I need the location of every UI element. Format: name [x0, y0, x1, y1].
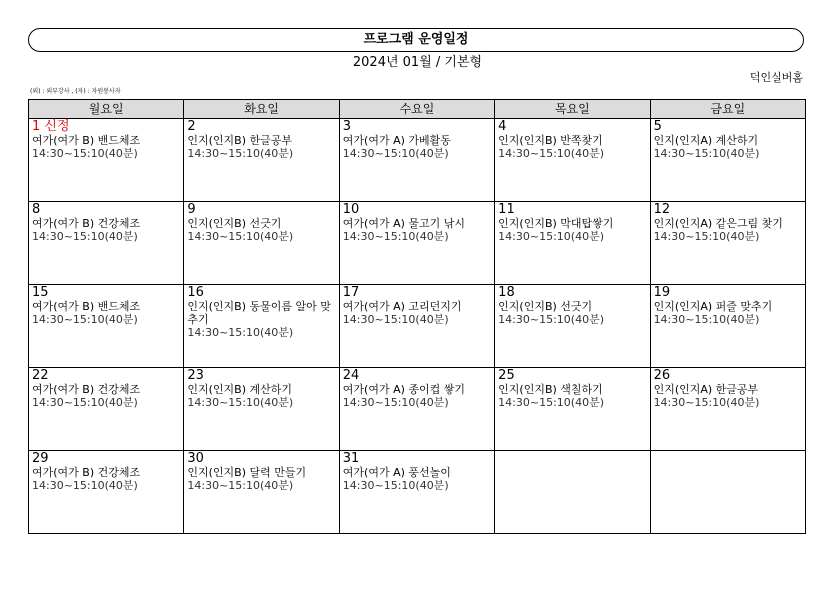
program-name: 여가(여가 A) 가베활동	[342, 134, 451, 147]
day-number: 16	[187, 285, 204, 300]
day-cell	[339, 285, 494, 368]
program-time: 14:30~15:10(40분)	[32, 313, 138, 326]
day-cell	[650, 202, 805, 285]
day-number: 23	[187, 368, 204, 383]
day-number: 12	[653, 202, 671, 217]
weekday-header-row	[29, 100, 806, 119]
schedule-title: 프로그램 운영일정	[28, 28, 804, 52]
week-row	[29, 285, 806, 368]
program-name: 여가(여가 B) 건강체조	[32, 217, 141, 230]
week-row	[29, 368, 806, 451]
day-number: 26	[653, 368, 671, 383]
day-number: 10	[342, 202, 360, 217]
program-time: 14:30~15:10(40분)	[653, 230, 760, 243]
program-time: 14:30~15:10(40분)	[653, 396, 760, 409]
program-name: 인지(인지B) 색칠하기	[498, 383, 603, 396]
day-cell	[339, 451, 494, 534]
day-number: 18	[498, 285, 515, 300]
program-time: 14:30~15:10(40분)	[32, 147, 138, 160]
program-time: 14:30~15:10(40분)	[498, 147, 604, 160]
legend-note: (외) : 외부강사 , (자) : 자원봉사자	[30, 88, 121, 95]
day-cell	[184, 285, 339, 368]
day-cell	[650, 285, 805, 368]
day-cell	[184, 202, 339, 285]
program-name: 여가(여가 B) 밴드체조	[32, 134, 141, 147]
day-number: 4	[498, 119, 507, 134]
program-name: 인지(인지A) 한글공부	[653, 383, 759, 396]
day-cell	[29, 285, 184, 368]
day-number: 9	[187, 202, 196, 217]
program-time: 14:30~15:10(40분)	[342, 230, 449, 243]
program-name: 여가(여가 B) 건강체조	[32, 466, 141, 479]
day-cell	[339, 119, 494, 202]
program-time: 14:30~15:10(40분)	[342, 147, 449, 160]
program-name: 인지(인지B) 한글공부	[187, 134, 293, 147]
day-cell	[339, 368, 494, 451]
day-cell	[495, 119, 650, 202]
schedule-subtitle: 2024년 01월 / 기본형	[352, 55, 483, 70]
program-time: 14:30~15:10(40분)	[187, 479, 294, 492]
program-name: 여가(여가 A) 고리던지기	[342, 300, 462, 313]
program-name: 여가(여가 A) 종이컵 쌓기	[342, 383, 466, 396]
program-time: 14:30~15:10(40분)	[32, 396, 138, 409]
program-name: 인지(인지B) 계산하기	[187, 383, 293, 396]
calendar-table	[28, 99, 806, 534]
day-number: 3	[342, 119, 352, 134]
program-time: 14:30~15:10(40분)	[653, 313, 760, 326]
organization-name: 덕인실버홈	[749, 71, 803, 84]
weekday-header: 화요일	[184, 100, 339, 119]
day-number: 5	[653, 119, 662, 134]
program-name: 여가(여가 A) 풍선놀이	[342, 466, 451, 479]
day-cell	[650, 119, 805, 202]
program-time: 14:30~15:10(40분)	[187, 396, 294, 409]
program-name: 여가(여가 B) 건강체조	[32, 383, 141, 396]
program-time: 14:30~15:10(40분)	[187, 326, 294, 339]
program-time: 14:30~15:10(40분)	[32, 479, 138, 492]
day-number: 19	[653, 285, 671, 300]
weekday-header: 목요일	[495, 100, 650, 119]
program-time: 14:30~15:10(40분)	[498, 396, 604, 409]
day-number: 11	[498, 202, 515, 217]
day-number: 15	[32, 285, 49, 300]
day-cell	[29, 451, 184, 534]
program-time: 14:30~15:10(40분)	[498, 230, 604, 243]
day-cell	[184, 368, 339, 451]
program-time: 14:30~15:10(40분)	[342, 313, 449, 326]
day-number: 30	[187, 451, 204, 466]
day-cell	[29, 368, 184, 451]
program-name: 인지(인지B) 동물이름 알아 맞추기	[187, 300, 331, 326]
weekday-header: 금요일	[650, 100, 805, 119]
program-time: 14:30~15:10(40분)	[498, 313, 604, 326]
day-cell	[650, 368, 805, 451]
day-number: 17	[342, 285, 360, 300]
day-cell	[495, 285, 650, 368]
day-cell	[184, 119, 339, 202]
day-number: 22	[32, 368, 49, 383]
week-row	[29, 451, 806, 534]
day-cell	[29, 119, 184, 202]
day-number: 1 신정	[32, 119, 70, 134]
program-name: 인지(인지B) 선긋기	[187, 217, 282, 230]
day-cell	[184, 451, 339, 534]
program-name: 인지(인지A) 같은그림 찾기	[653, 217, 783, 230]
day-cell	[29, 202, 184, 285]
program-time: 14:30~15:10(40분)	[342, 479, 449, 492]
program-time: 14:30~15:10(40분)	[653, 147, 760, 160]
program-time: 14:30~15:10(40분)	[342, 396, 449, 409]
day-cell	[339, 202, 494, 285]
day-number: 24	[342, 368, 360, 383]
program-name: 인지(인지B) 선긋기	[498, 300, 593, 313]
program-time: 14:30~15:10(40분)	[187, 230, 294, 243]
calendar-body	[29, 119, 806, 534]
weekday-header: 월요일	[29, 100, 184, 119]
program-name: 인지(인지B) 막대탑쌓기	[498, 217, 614, 230]
day-cell	[495, 451, 650, 534]
weekday-header: 수요일	[339, 100, 494, 119]
program-time: 14:30~15:10(40분)	[187, 147, 294, 160]
day-cell	[495, 368, 650, 451]
week-row	[29, 202, 806, 285]
day-cell	[650, 451, 805, 534]
program-name: 인지(인지A) 계산하기	[653, 134, 759, 147]
day-number: 8	[32, 202, 41, 217]
program-name: 인지(인지B) 달력 만들기	[187, 466, 307, 479]
program-name: 인지(인지A) 퍼즐 맞추기	[653, 300, 773, 313]
day-number: 31	[342, 451, 360, 466]
day-number: 25	[498, 368, 515, 383]
program-name: 여가(여가 B) 밴드체조	[32, 300, 141, 313]
day-number: 2	[187, 119, 196, 134]
program-name: 여가(여가 A) 물고기 낚시	[342, 217, 466, 230]
day-cell	[495, 202, 650, 285]
day-number: 29	[32, 451, 49, 466]
program-time: 14:30~15:10(40분)	[32, 230, 138, 243]
program-name: 인지(인지B) 반쪽찾기	[498, 134, 603, 147]
week-row	[29, 119, 806, 202]
